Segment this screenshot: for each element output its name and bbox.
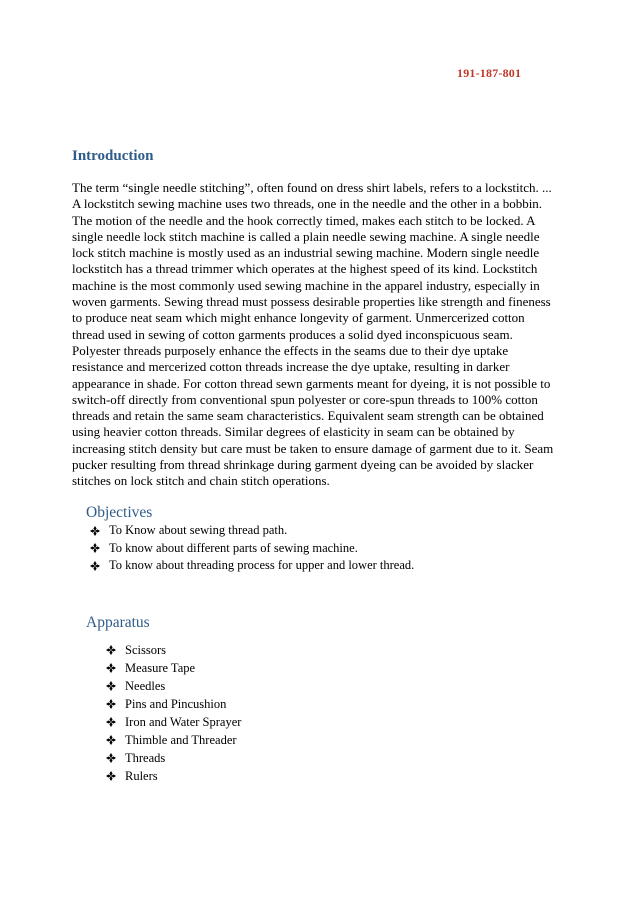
apparatus-item bbox=[106, 659, 241, 677]
paragraph-line: woven garments. Sewing thread must possess desirable properties like strength and fineness bbox=[72, 294, 551, 310]
paragraph-line: The motion of the needle and the hook correctly timed, makes each stitch to be locked. A bbox=[72, 212, 536, 228]
apparatus-text: Thimble and Threader bbox=[125, 732, 237, 747]
paragraph-line: to produce neat seam which might enhance longevity of garment. Unmercerized cotton bbox=[72, 310, 525, 326]
paragraph-line: appearance in shade. For cotton thread sewn garments meant for dyeing, it is not possible to bbox=[72, 375, 551, 391]
four-diamond-bullet-icon bbox=[106, 753, 116, 763]
introduction-heading: Introduction bbox=[72, 148, 154, 164]
apparatus-item bbox=[106, 641, 241, 659]
apparatus-text: Needles bbox=[125, 678, 166, 693]
objective-item bbox=[90, 522, 414, 540]
apparatus-text: Iron and Water Sprayer bbox=[125, 714, 242, 729]
four-diamond-bullet-icon bbox=[106, 735, 116, 745]
objectives-list bbox=[90, 522, 414, 575]
objective-text: To know about threading process for upper and lower thread. bbox=[109, 558, 415, 573]
paragraph-line: threads and retain the same seam characteristics. Equivalent seam strength can be obtained bbox=[72, 408, 544, 424]
apparatus-text: Rulers bbox=[125, 768, 158, 783]
four-diamond-bullet-icon bbox=[90, 526, 100, 536]
four-diamond-bullet-icon bbox=[106, 717, 116, 727]
paragraph-line: pucker resulting from thread shrinkage during garment dyeing can be avoided by slacker bbox=[72, 457, 534, 473]
apparatus-item bbox=[106, 767, 241, 785]
four-diamond-bullet-icon bbox=[106, 663, 116, 673]
introduction-paragraph bbox=[72, 180, 572, 490]
apparatus-item bbox=[106, 713, 241, 731]
four-diamond-bullet-icon bbox=[106, 771, 116, 781]
paragraph-line: switch-off directly from conventional spun polyester or core-spun threads to 100% cotton bbox=[72, 391, 538, 407]
paragraph-line: using heavier cotton threads. Similar degrees of elasticity in seam can be obtained by bbox=[72, 424, 515, 440]
objective-text: To Know about sewing thread path. bbox=[109, 523, 288, 538]
four-diamond-bullet-icon bbox=[106, 699, 116, 709]
paragraph-line: machine is the most commonly used sewing machine in the apparel industry, especially in bbox=[72, 277, 540, 293]
apparatus-text: Threads bbox=[125, 750, 166, 765]
paragraph-line: stitches on lock stitch and chain stitch operations. bbox=[72, 473, 330, 489]
apparatus-item bbox=[106, 731, 241, 749]
four-diamond-bullet-icon bbox=[106, 645, 116, 655]
paragraph-line: single needle lock stitch machine is called a plain needle sewing machine. A single needle bbox=[72, 228, 540, 244]
paragraph-line: resistance and mercerized cotton threads increase the dye uptake, resulting in darker bbox=[72, 359, 510, 375]
paragraph-line: A lockstitch sewing machine uses two threads, one in the needle and the other in a bobbin. bbox=[72, 196, 543, 212]
apparatus-text: Measure Tape bbox=[125, 660, 196, 675]
apparatus-item bbox=[106, 749, 241, 767]
apparatus-list bbox=[106, 641, 241, 785]
paragraph-line: Polyester threads purposely enhance the effects in the seams due to their dye uptake bbox=[72, 342, 509, 358]
paragraph-line: lockstitch has a thread trimmer which operates at the highest speed of its kind. Lockstitch bbox=[72, 261, 538, 277]
document-id: 191-187-801 bbox=[457, 66, 522, 80]
apparatus-text: Pins and Pincushion bbox=[125, 696, 227, 711]
objectives-heading: Objectives bbox=[86, 504, 153, 521]
apparatus-item bbox=[106, 695, 241, 713]
objective-item bbox=[90, 540, 414, 558]
paragraph-line: thread used in sewing of cotton garments produces a solid dyed inconspicuous seam. bbox=[72, 326, 513, 342]
paragraph-line: increasing stitch density but care must be taken to ensure damage of garment due to it. Seam bbox=[72, 440, 554, 456]
paragraph-line: The term “single needle stitching”, often found on dress shirt labels, refers to a lockstitch. ... bbox=[72, 180, 552, 195]
objective-item bbox=[90, 557, 414, 575]
apparatus-item bbox=[106, 677, 241, 695]
apparatus-text: Scissors bbox=[125, 642, 166, 657]
paragraph-line: lock stitch machine is mostly used as an industrial sewing machine. Modern single needle bbox=[72, 245, 540, 261]
objective-text: To know about different parts of sewing machine. bbox=[109, 540, 358, 555]
four-diamond-bullet-icon bbox=[90, 561, 100, 571]
apparatus-heading: Apparatus bbox=[86, 614, 150, 631]
four-diamond-bullet-icon bbox=[90, 543, 100, 553]
four-diamond-bullet-icon bbox=[106, 681, 116, 691]
